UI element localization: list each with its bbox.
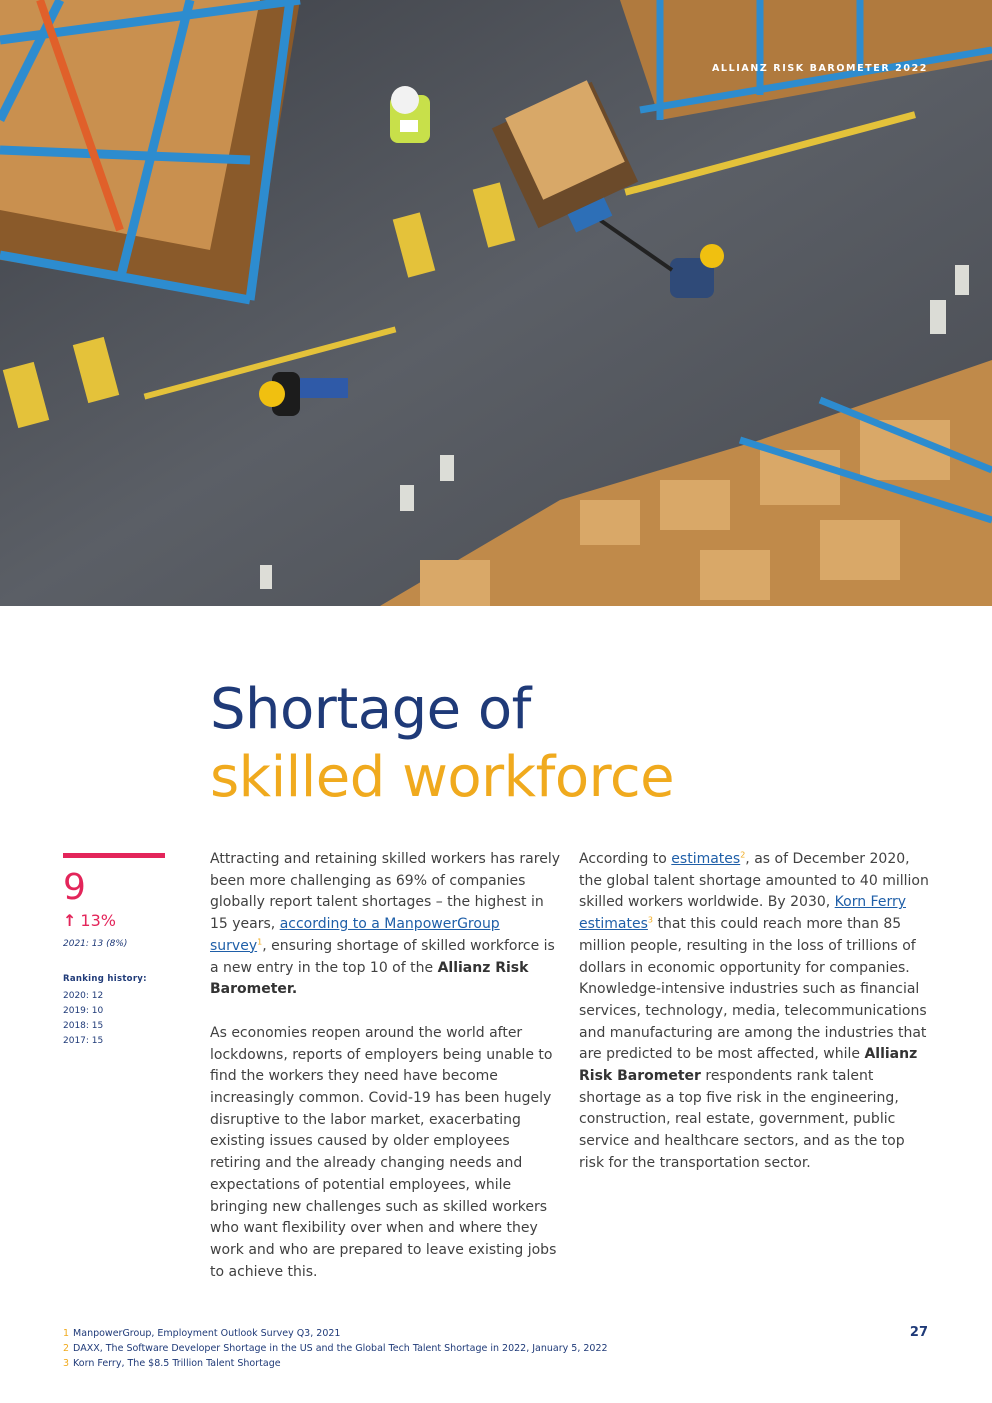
manpowergroup-survey-link[interactable]: according to a ManpowerGroup survey <box>210 916 500 954</box>
bold-text: Allianz Risk Barometer <box>579 1046 918 1085</box>
footnote-number: 3 <box>63 1358 70 1369</box>
body-paragraph-1 <box>210 849 560 1001</box>
ranking-history-item: 2020: 12 <box>63 991 104 1001</box>
rank-change-value: 13% <box>80 911 116 930</box>
text-span: According to <box>579 851 672 867</box>
footnote-item <box>63 1356 608 1371</box>
ranking-history-list <box>63 989 103 1049</box>
rank-number: 9 <box>63 867 86 908</box>
bold-text: Allianz Risk Barometer. <box>210 959 529 998</box>
footnote-item <box>63 1341 608 1356</box>
footnote-number: 2 <box>63 1343 70 1354</box>
page-title <box>210 676 674 812</box>
korn-ferry-estimates-link[interactable]: Korn Ferry estimates <box>579 894 907 933</box>
footnote-number: 1 <box>63 1328 70 1339</box>
footnote-text: ManpowerGroup, Employment Outlook Survey Q3, 2021 <box>73 1328 341 1339</box>
body-paragraph-3 <box>579 849 929 1175</box>
rank-previous-year: 2021: 13 (8%) <box>63 939 128 949</box>
footnote-item <box>63 1326 608 1341</box>
warehouse-photo <box>0 0 992 606</box>
text-span: , as of December 2020, the global talent shortage amounted to 40 million skilled workers worldwide. By 2030, <box>579 851 929 911</box>
footnote-text: Korn Ferry, The $8.5 Trillion Talent Shortage <box>73 1358 281 1369</box>
footnote-ref: 2 <box>740 850 746 860</box>
text-span: Attracting and retaining skilled workers has rarely been more challenging as 69% of companies globally report talent shortages – the highest in 15 years, <box>210 851 560 933</box>
report-header-label: ALLIANZ RISK BAROMETER 2022 <box>711 63 928 74</box>
ranking-history-item: 2019: 10 <box>63 1006 104 1016</box>
body-column-right <box>579 849 929 1175</box>
title-line-1: Shortage of <box>210 677 531 742</box>
body-column-left <box>210 849 560 1283</box>
footnote-ref: 3 <box>647 915 653 925</box>
hero-image <box>0 0 992 606</box>
ranking-history-label: Ranking history: <box>63 974 147 984</box>
page-number: 27 <box>909 1325 928 1340</box>
ranking-history-item: 2017: 15 <box>63 1036 104 1046</box>
footnote-ref: 1 <box>257 937 263 947</box>
footnote-text: DAXX, The Software Developer Shortage in the US and the Global Tech Talent Shortage in 2022, January 5, 2022 <box>73 1343 608 1354</box>
ranking-history-item: 2018: 15 <box>63 1021 104 1031</box>
title-line-2: skilled workforce <box>210 745 675 810</box>
text-span: , ensuring shortage of skilled workforce is a new entry in the top 10 of the <box>210 937 555 976</box>
footnotes <box>63 1326 608 1371</box>
rank-accent-bar <box>63 853 165 858</box>
body-paragraph-2: As economies reopen around the world after lockdowns, reports of employers being unable to find the workers they need have become increasingly common. Covid-19 has been hugely disruptive to the labor market, exacerbating existing issues caused by older employees retiring and the already changing needs and expectations of potential employees, while bringing new challenges such as skilled workers who want flexibility over when and where they work and who are prepared to leave existing jobs to achieve this. <box>210 1024 557 1280</box>
estimates-link[interactable]: estimates <box>671 851 741 867</box>
text-span: that this could reach more than 85 million people, resulting in the loss of trillions of dollars in economic opportunity for companies. Knowledge-intensive industries such as financial services, technology, media, telecommunications and manufacturing are among the industries that are predicted to be most affected, while <box>579 916 927 1063</box>
rank-change <box>63 911 116 930</box>
arrow-up-icon: ↑ <box>63 911 77 930</box>
text-span: respondents rank talent shortage as a top five risk in the engineering, construction, real estate, government, public service and healthcare sectors, and as the top risk for the transportation sector. <box>579 1068 905 1171</box>
